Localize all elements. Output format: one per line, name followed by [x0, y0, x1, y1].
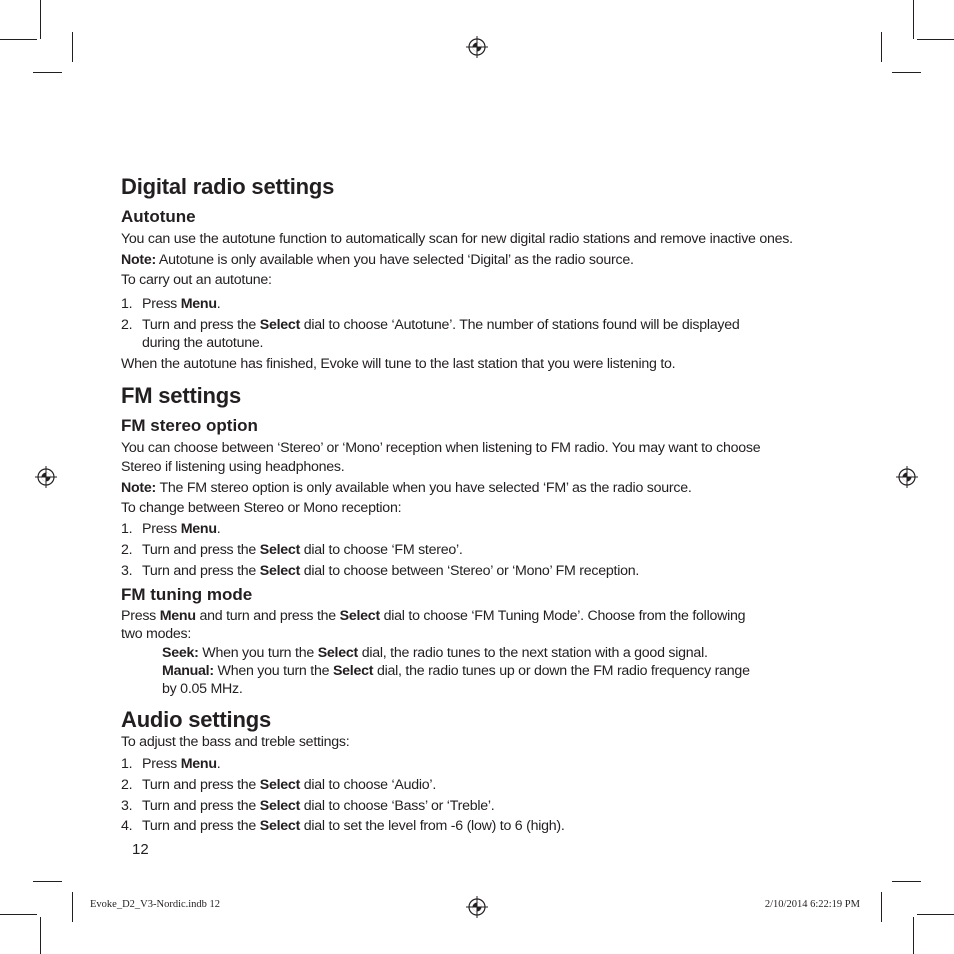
- keyword: Select: [332, 663, 374, 679]
- keyword: Menu: [159, 608, 196, 624]
- text-run: and turn and press the: [195, 608, 340, 624]
- list-item: [121, 798, 495, 814]
- crop-mark: [913, 0, 914, 39]
- paragraph: Stereo if listening using headphones.: [121, 459, 345, 475]
- subheading-autotune: Autotune: [121, 207, 196, 226]
- text-run: When you turn the: [198, 645, 318, 661]
- paragraph: To adjust the bass and treble settings:: [121, 734, 350, 750]
- paragraph: You can choose between ‘Stereo’ or ‘Mono’ reception when listening to FM radio. You may want to choose: [121, 440, 761, 456]
- list-number: 2.: [121, 317, 133, 333]
- mode-seek: [121, 645, 708, 661]
- subheading-fm-tuning: FM tuning mode: [121, 585, 253, 604]
- keyword: Select: [317, 645, 358, 661]
- list-number: 3.: [121, 563, 133, 579]
- crop-mark: [33, 881, 62, 882]
- step-text: dial to choose between ‘Stereo’ or ‘Mono’ FM reception.: [300, 563, 640, 579]
- list-number: 4.: [121, 818, 133, 834]
- step-keyword: Menu: [180, 521, 217, 537]
- subheading-fm-stereo: FM stereo option: [121, 416, 258, 435]
- paragraph: When the autotune has finished, Evoke will tune to the last station that you were listening to.: [121, 356, 676, 372]
- list-number: 2.: [121, 777, 133, 793]
- crop-mark: [33, 72, 62, 73]
- list-item: [121, 296, 220, 312]
- step-text: dial to set the level from -6 (low) to 6 (high).: [300, 818, 565, 834]
- text-run: When you turn the: [213, 663, 333, 679]
- registration-mark-icon: [466, 896, 488, 918]
- list-number: 1.: [121, 756, 133, 772]
- list-number: 2.: [121, 542, 133, 558]
- registration-mark-icon: [35, 466, 57, 488]
- crop-mark: [917, 914, 954, 915]
- step-text: Turn and press the: [142, 317, 260, 333]
- list-number: 1.: [121, 296, 133, 312]
- paragraph: [121, 608, 745, 624]
- step-keyword: Select: [259, 317, 301, 333]
- page-number: 12: [132, 841, 149, 858]
- list-item: [121, 563, 639, 579]
- step-text: Press: [142, 756, 181, 772]
- slug-filename: Evoke_D2_V3-Nordic.indb 12: [90, 899, 221, 910]
- text-run: dial, the radio tunes to the next station with a good signal.: [358, 645, 708, 661]
- section-title-audio: Audio settings: [121, 707, 271, 732]
- step-text: Turn and press the: [142, 563, 260, 579]
- list-item: [121, 756, 220, 772]
- step-keyword: Select: [259, 798, 301, 814]
- list-item: [121, 317, 740, 333]
- section-title-digital: Digital radio settings: [121, 174, 335, 199]
- step-text: Press: [142, 296, 181, 312]
- list-item-continuation: during the autotune.: [142, 335, 264, 351]
- crop-mark: [0, 914, 37, 915]
- step-keyword: Menu: [180, 756, 217, 772]
- crop-mark: [72, 32, 73, 62]
- list-item: [121, 777, 436, 793]
- step-text: dial to choose ‘Bass’ or ‘Treble’.: [300, 798, 495, 814]
- step-text: dial to choose ‘Audio’.: [300, 777, 437, 793]
- step-text: Turn and press the: [142, 777, 260, 793]
- slug-timestamp: 2/10/2014 6:22:19 PM: [764, 899, 860, 910]
- mode-label: Manual:: [162, 663, 214, 679]
- step-text: Turn and press the: [142, 818, 260, 834]
- crop-mark: [40, 917, 41, 954]
- step-keyword: Select: [259, 818, 301, 834]
- note: [121, 480, 692, 496]
- crop-mark: [892, 881, 921, 882]
- crop-mark: [40, 0, 41, 39]
- paragraph: To carry out an autotune:: [121, 272, 272, 288]
- step-text: Turn and press the: [142, 542, 260, 558]
- paragraph: two modes:: [121, 626, 192, 642]
- registration-mark-icon: [896, 466, 918, 488]
- step-text: .: [216, 756, 221, 772]
- text-run: dial to choose ‘FM Tuning Mode’. Choose from the following: [379, 608, 746, 624]
- crop-mark: [917, 39, 954, 40]
- text-run: Press: [121, 608, 160, 624]
- step-text: .: [216, 296, 221, 312]
- crop-mark: [72, 892, 73, 922]
- registration-mark-icon: [466, 36, 488, 58]
- note-text: Autotune is only available when you have selected ‘Digital’ as the radio source.: [156, 252, 634, 268]
- note: [121, 252, 634, 268]
- list-item: [121, 542, 463, 558]
- step-keyword: Select: [259, 542, 301, 558]
- text-run: dial, the radio tunes up or down the FM radio frequency range: [373, 663, 750, 679]
- paragraph: You can use the autotune function to automatically scan for new digital radio stations and remove inactive ones.: [121, 231, 793, 247]
- list-number: 1.: [121, 521, 133, 537]
- keyword: Select: [339, 608, 380, 624]
- step-text: Press: [142, 521, 181, 537]
- mode-manual: [121, 663, 750, 679]
- list-item: [121, 521, 220, 537]
- crop-mark: [0, 39, 37, 40]
- note-text: The FM stereo option is only available when you have selected ‘FM’ as the radio source.: [156, 480, 692, 496]
- crop-mark: [892, 72, 921, 73]
- paragraph: To change between Stereo or Mono reception:: [121, 500, 402, 516]
- step-text: Turn and press the: [142, 798, 260, 814]
- note-label: Note:: [121, 480, 157, 496]
- crop-mark: [913, 917, 914, 954]
- mode-manual-continuation: by 0.05 MHz.: [162, 681, 243, 697]
- step-text: dial to choose ‘FM stereo’.: [300, 542, 463, 558]
- crop-mark: [881, 32, 882, 62]
- step-keyword: Select: [259, 563, 301, 579]
- note-label: Note:: [121, 252, 157, 268]
- step-text: dial to choose ‘Autotune’. The number of stations found will be displayed: [300, 317, 740, 333]
- step-text: .: [216, 521, 221, 537]
- step-keyword: Select: [259, 777, 301, 793]
- mode-label: Seek:: [162, 645, 199, 661]
- list-item: [121, 818, 565, 834]
- crop-mark: [881, 892, 882, 922]
- section-title-fm: FM settings: [121, 383, 242, 408]
- list-number: 3.: [121, 798, 133, 814]
- step-keyword: Menu: [180, 296, 217, 312]
